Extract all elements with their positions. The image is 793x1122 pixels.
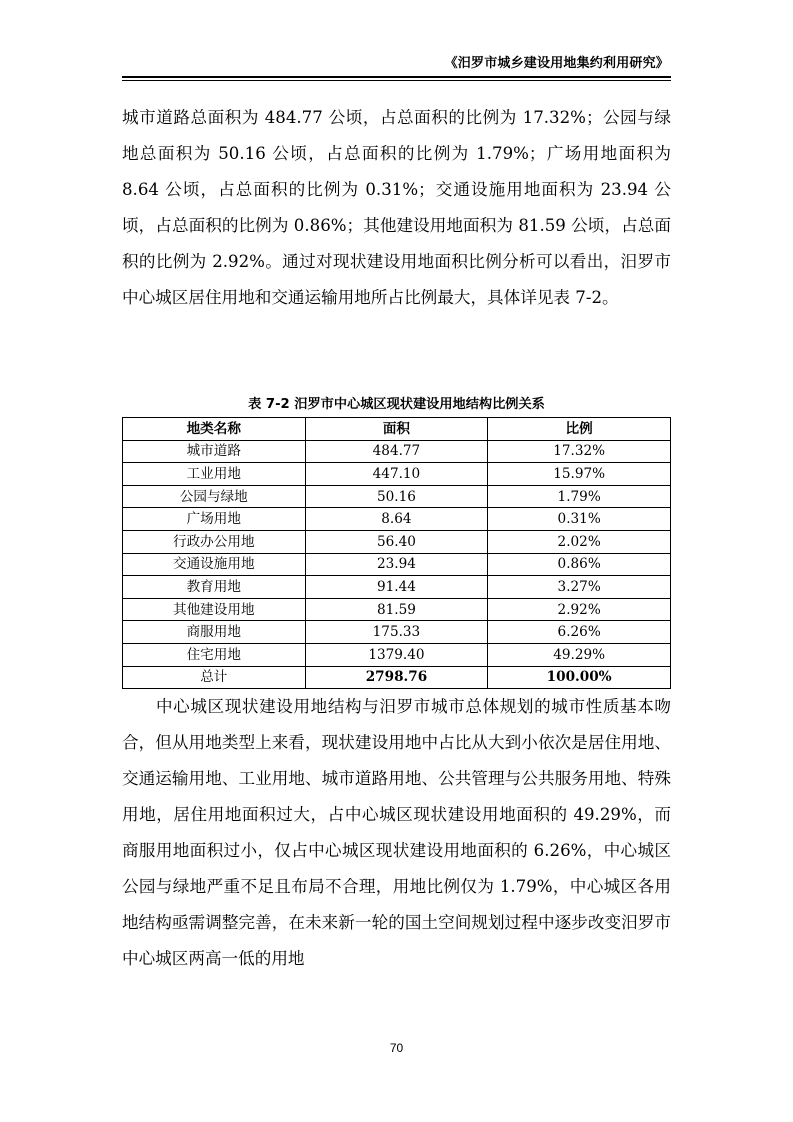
table-row xyxy=(123,643,671,666)
running-header-title: 《汨罗市城乡建设用地集约利用研究》 xyxy=(444,56,669,71)
cell-ratio: 0.31% xyxy=(488,508,671,531)
cell-land-type: 广场用地 xyxy=(123,508,306,531)
cell-area: 175.33 xyxy=(305,621,488,644)
header-rule-thick xyxy=(122,76,671,78)
body-paragraph-2: 中心城区现状建设用地结构与汨罗市城市总体规划的城市性质基本吻合，但从用地类型上来看，现状建设用地中占比从大到小依次是居住用地、交通运输用地、工业用地、城市道路用地、公共管理与公共服务用地、特殊用地，居住用地面积过大，占中心城区现状建设用地面积的 49.29%，而商服用地面积过小，仅占中心城区现状建设用地面积的 6.26%，中心城区公园与绿地严重不足且布局不合理，用地比例仅为 1.79%，中心城区各用地结构亟需调整完善，在未来新一轮的国土空间规划过程中逐步改变汨罗市中心城区两高一低的用地 xyxy=(122,697,671,968)
table-row xyxy=(123,508,671,531)
cell-area: 8.64 xyxy=(305,508,488,531)
cell-area: 447.10 xyxy=(305,463,488,486)
cell-ratio: 6.26% xyxy=(488,621,671,644)
cell-land-type: 交通设施用地 xyxy=(123,553,306,576)
cell-ratio: 0.86% xyxy=(488,553,671,576)
cell-ratio: 49.29% xyxy=(488,643,671,666)
cell-ratio: 17.32% xyxy=(488,440,671,463)
cell-land-type: 其他建设用地 xyxy=(123,598,306,621)
cell-ratio: 15.97% xyxy=(488,463,671,486)
column-header-land-type: 地类名称 xyxy=(123,418,306,441)
table-caption: 表 7-2 汨罗市中心城区现状建设用地结构比例关系 xyxy=(248,397,545,412)
table-row xyxy=(123,440,671,463)
table-row xyxy=(123,530,671,553)
cell-ratio: 3.27% xyxy=(488,576,671,599)
table-row xyxy=(123,553,671,576)
table-header-row xyxy=(123,418,671,441)
cell-ratio: 100.00% xyxy=(488,666,671,689)
land-use-table xyxy=(122,417,671,689)
cell-land-type: 总计 xyxy=(123,666,306,689)
cell-land-type: 城市道路 xyxy=(123,440,306,463)
cell-ratio: 2.92% xyxy=(488,598,671,621)
cell-area: 81.59 xyxy=(305,598,488,621)
table-row xyxy=(123,576,671,599)
table-row xyxy=(123,463,671,486)
table-total-row xyxy=(123,666,671,689)
cell-area: 91.44 xyxy=(305,576,488,599)
table-row xyxy=(123,621,671,644)
cell-land-type: 商服用地 xyxy=(123,621,306,644)
cell-area: 56.40 xyxy=(305,530,488,553)
column-header-area: 面积 xyxy=(305,418,488,441)
table-row xyxy=(123,598,671,621)
cell-area: 2798.76 xyxy=(305,666,488,689)
cell-ratio: 2.02% xyxy=(488,530,671,553)
cell-area: 50.16 xyxy=(305,485,488,508)
cell-area: 1379.40 xyxy=(305,643,488,666)
table-row xyxy=(123,485,671,508)
body-paragraph-1: 城市道路总面积为 484.77 公顷，占总面积的比例为 17.32%；公园与绿地总面积为 50.16 公顷，占总面积的比例为 1.79%；广场用地面积为 8.64 公顷，占总面积的比例为 0.31%；交通设施用地面积为 23.94 公顷，占总面积的比例为 0.86%；其他建设用地面积为 81.59 公顷，占总面积的比例为 2.92%。通过对现状建设用地面积比例分析可以看出，汨罗市中心城区居住用地和交通运输用地所占比例最大，具体详见表 7-2。 xyxy=(122,108,671,307)
cell-land-type: 行政办公用地 xyxy=(123,530,306,553)
header-rule-thin xyxy=(122,80,671,81)
cell-land-type: 教育用地 xyxy=(123,576,306,599)
page-number: 70 xyxy=(389,1041,404,1055)
cell-ratio: 1.79% xyxy=(488,485,671,508)
cell-land-type: 住宅用地 xyxy=(123,643,306,666)
column-header-ratio: 比例 xyxy=(488,418,671,441)
cell-land-type: 公园与绿地 xyxy=(123,485,306,508)
cell-area: 484.77 xyxy=(305,440,488,463)
cell-area: 23.94 xyxy=(305,553,488,576)
cell-land-type: 工业用地 xyxy=(123,463,306,486)
